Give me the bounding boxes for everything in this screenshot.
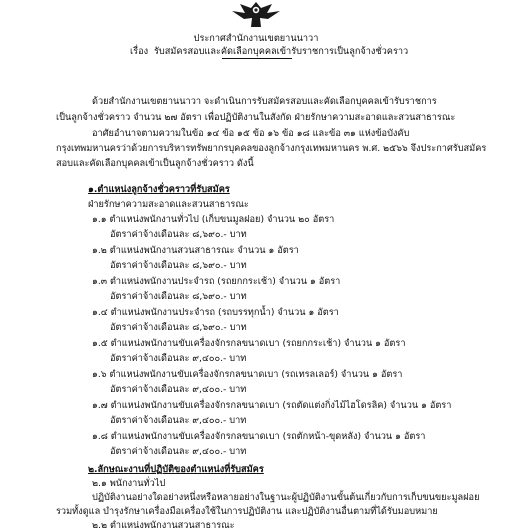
position-wage: อัตราค่าจ้างเดือนละ ๙,๔๐๐.- บาท <box>110 415 247 426</box>
announcement-title: ประกาศสำนักงานเขตยานนาวา <box>193 33 319 44</box>
position-item: ๑.๔ ตำแหน่งพนักงานประจำรถ (รถบรรทุกน้ำ) จำนวน ๑ อัตรา <box>92 307 339 318</box>
intro-line: ด้วยสำนักงานเขตยานนาวา จะดำเนินการรับสมัครสอบและคัดเลือกบุคคลเข้ารับราชการ <box>92 96 437 107</box>
intro-line: กรุงเทพมหานครว่าด้วยการบริหารทรัพยากรบุคคลของลูกจ้างกรุงเทพมหานคร พ.ศ. ๒๕๖๖ จึงประกาศรับสมัคร <box>56 143 487 154</box>
section2-subheading: ๒.๑ พนักงานทั่วไป <box>92 478 166 489</box>
position-wage: อัตราค่าจ้างเดือนละ ๘,๖๙๐.- บาท <box>110 322 247 333</box>
job-description-line: รวมทั้งดูแล บำรุงรักษาเครื่องมือเครื่องใช้ในการปฏิบัติงาน และปฏิบัติงานอื่นตามที่ได้รับมอบหมาย <box>56 506 438 517</box>
position-wage: อัตราค่าจ้างเดือนละ ๙,๔๐๐.- บาท <box>110 353 247 364</box>
position-item: ๑.๗ ตำแหน่งพนักงานขับเครื่องจักรกลขนาดเบา (รถตัดแต่งกิ่งไม้ไฮโดรลิค) จำนวน ๑ อัตรา <box>92 400 452 411</box>
garuda-emblem-icon <box>226 0 286 28</box>
position-wage: อัตราค่าจ้างเดือนละ ๘,๖๙๐.- บาท <box>110 229 247 240</box>
intro-line: เป็นลูกจ้างชั่วคราว จำนวน ๒๗ อัตรา เพื่อปฏิบัติงานในสังกัด ฝ่ายรักษาความสะอาดและสวนสาธารณะ <box>56 112 456 123</box>
position-wage: อัตราค่าจ้างเดือนละ ๘,๖๙๐.- บาท <box>110 260 247 271</box>
intro-line: อาศัยอำนาจตามความในข้อ ๑๔ ข้อ ๑๕ ข้อ ๑๖ ข้อ ๑๘ และข้อ ๓๑ แห่งข้อบังคับ <box>92 128 410 139</box>
position-wage: อัตราค่าจ้างเดือนละ ๙,๔๐๐.- บาท <box>110 384 247 395</box>
subject-label: เรื่อง <box>130 46 149 57</box>
position-wage: อัตราค่าจ้างเดือนละ ๘,๖๙๐.- บาท <box>110 291 247 302</box>
position-item: ๑.๒ ตำแหน่งพนักงานสวนสาธารณะ จำนวน ๑ อัตรา <box>92 245 299 256</box>
subject-line <box>130 46 408 58</box>
subject-text: รับสมัครสอบและคัดเลือกบุคคลเข้ารับราชการเป็นลูกจ้างชั่วคราว <box>153 46 409 57</box>
position-item: ๑.๖ ตำแหน่งพนักงานขับเครื่องจักรกลขนาดเบา (รถเทรลเลอร์) จำนวน ๑ อัตรา <box>92 369 403 380</box>
position-item: ๑.๕ ตำแหน่งพนักงานขับเครื่องจักรกลขนาดเบา (รถยกกระเช้า) จำนวน ๑ อัตรา <box>92 338 406 349</box>
division-name: ฝ่ายรักษาความสะอาดและสวนสาธารณะ <box>88 199 249 210</box>
section1-heading: ๑.ตำแหน่งลูกจ้างชั่วคราวที่รับสมัคร <box>88 184 230 195</box>
section2-heading: ๒.ลักษณะงานที่ปฏิบัติของตำแหน่งที่รับสมัคร <box>88 464 264 475</box>
position-wage: อัตราค่าจ้างเดือนละ ๙,๔๐๐.- บาท <box>110 446 247 457</box>
title-divider <box>222 58 292 59</box>
position-item: ๑.๘ ตำแหน่งพนักงานขับเครื่องจักรกลขนาดเบา (รถตักหน้า-ขุดหลัง) จำนวน ๑ อัตรา <box>92 431 426 442</box>
section2-subheading: ๒.๒ ตำแหน่งพนักงานสวนสาธารณะ <box>92 520 235 531</box>
position-item: ๑.๓ ตำแหน่งพนักงานประจำรถ (รถยกกระเช้า) จำนวน ๑ อัตรา <box>92 276 341 287</box>
intro-line: สอบและคัดเลือกบุคคลเข้าเป็นลูกจ้างชั่วคราว ดังนี้ <box>56 158 254 169</box>
job-description-line: ปฏิบัติงานอย่างใดอย่างหนึ่งหรือหลายอย่างในฐานะผู้ปฏิบัติงานขั้นต้นเกี่ยวกับการเก็บขนขยะมูลฝอย <box>92 492 480 503</box>
position-item: ๑.๑ ตำแหน่งพนักงานทั่วไป (เก็บขนมูลฝอย) จำนวน ๒๐ อัตรา <box>92 214 335 225</box>
